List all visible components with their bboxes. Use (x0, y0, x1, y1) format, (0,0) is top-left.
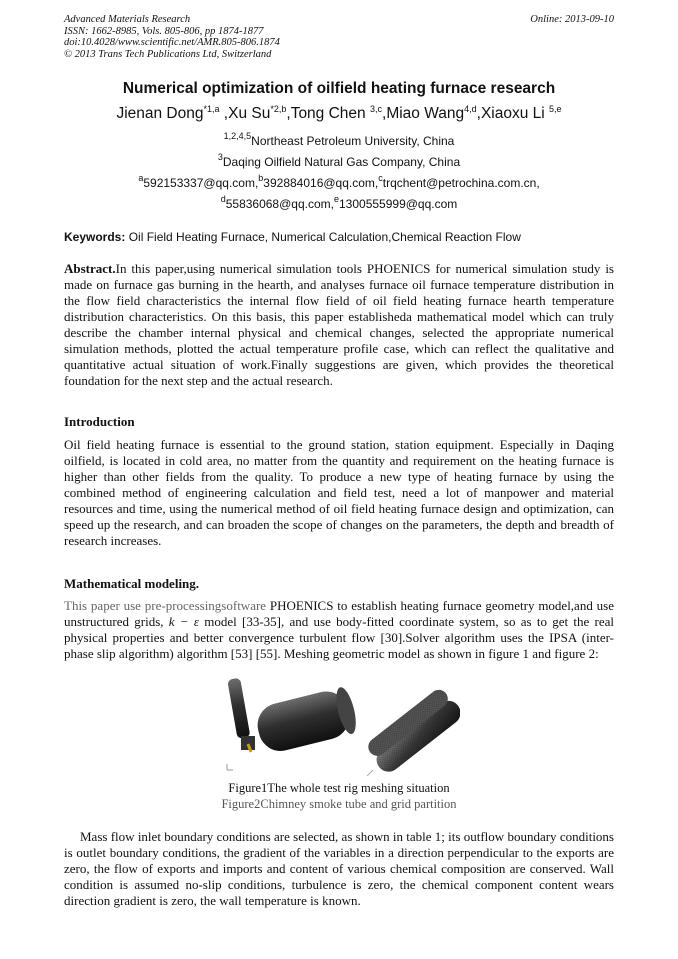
author-sup: *2,b (270, 104, 287, 114)
author-sup: *1,a (203, 104, 220, 114)
email-sup: b (258, 173, 264, 183)
author-sup: 4,d (464, 104, 477, 114)
author-name: Jienan Dong (116, 105, 204, 122)
paper-title: Numerical optimization of oilfield heating furnace research (122, 80, 556, 97)
keywords-text: Oil Field Heating Furnace, Numerical Calculation,Chemical Reaction Flow (128, 230, 521, 244)
modeling-part1: PHOENICS to establish heating furnace geometry model,and use unstructured grids, (64, 598, 614, 629)
modeling-heading: Mathematical modeling. (64, 576, 200, 591)
email-text: 392884016@qq.com, (263, 176, 379, 190)
affiliation-sup: 1,2,4,5 (223, 131, 252, 141)
keywords-label: Keywords: (64, 230, 126, 244)
email-text: trqchent@petrochina.com.cn, (382, 176, 540, 190)
issn-line: ISSN: 1662-8985, Vols. 805-806, pp 1874-1877 (64, 25, 264, 37)
email-sup: c (378, 173, 383, 183)
email-sup: e (333, 194, 339, 204)
email-text: 592153337@qq.com, (143, 176, 259, 190)
meshing-figure-image (215, 672, 460, 780)
affiliation (0, 152, 678, 169)
figure2-model (363, 685, 460, 777)
author-name: Xiaoxu Li (480, 105, 545, 122)
email-text: 1300555999@qq.com (339, 197, 458, 211)
email-line (0, 194, 678, 211)
keywords (64, 230, 521, 244)
abstract-text: In this paper,using numerical simulation tools PHOENICS for numerical simulation study is made on furnace gas burning in the hearth, and analyses furnace oil furnace temperature distribution in the flow field characteristics the internal flow field of oil field heating furnace hearth temperature distribution characteristics. On this basis, this paper establisheda mathematical model which can truly describe the chamber internal physical and chemical changes, selected the appropriate numerical simulation methods, plotted the actual temperature profile case, which can reflect the qualitative and quantitative actual situation of work.Finally suggestions are given, which provides the theoretical foundation for the next step and the actual research. (64, 261, 614, 388)
email-line (0, 173, 678, 190)
email-text: 55836068@qq.com, (225, 197, 334, 211)
modeling-text (64, 598, 614, 662)
figure2-caption: Figure2Chimney smoke tube and grid partition (221, 797, 457, 811)
author-name: Miao Wang (386, 105, 465, 122)
abstract-label: Abstract. (64, 261, 116, 276)
introduction-text: Oil field heating furnace is essential to the ground station, station equipment. Especially in Daqing oilfield, is located in cold area, no matter from the quantity and requirement on the heating furnace is higher than other fields from the quality. To produce a new type of heating furnace by using the combined method of engineering calculation and field test, need a lot of manpower and material resources and time, using the numerical method of oil field heating furnace design and optimization, can speed up the research, and can broaden the scope of changes on the parameters, the depth and breadth of research increases. (64, 437, 614, 548)
email-sup: d (220, 194, 226, 204)
meshing-figure (215, 672, 460, 780)
doi-line: doi:10.4028/www.scientific.net/AMR.805-806.1874 (64, 37, 280, 48)
introduction-heading: Introduction (64, 414, 135, 429)
email-sup: a (138, 173, 144, 183)
affiliation-text: Northeast Petroleum University, China (251, 134, 455, 148)
journal-name: Advanced Materials Research (64, 14, 191, 25)
online-date: Online: 2013-09-10 (530, 14, 614, 25)
modeling-lead: This paper use pre-processingsoftware (64, 598, 267, 613)
author-name: Xu Su (228, 105, 271, 122)
author-sup: 5,e (549, 104, 562, 114)
affiliation (0, 131, 678, 148)
affiliation-sup: 3 (217, 152, 223, 162)
affiliation-text: Daqing Oilfield Natural Gas Company, China (222, 155, 461, 169)
modeling-part2: model [33-35], and use body-fitted coordinate system, so as to get the real physical properties and better convergence turbulent flow [30].Solver algorithm uses the IPSA (inter-phase slip algorithm) algorithm [53] [55]. Meshing geometric model as shown in figure 1 and figure 2: (64, 614, 614, 661)
author-sup: 3,c (369, 104, 382, 114)
journal-header (64, 14, 280, 60)
figure1-model (227, 678, 360, 770)
author-name: Tong Chen (290, 105, 366, 122)
figure1-caption: Figure1The whole test rig meshing situation (228, 781, 450, 795)
boundary-text: Mass flow inlet boundary conditions are selected, as shown in table 1; its outflow boundary conditions is outlet boundary conditions, the gradient of the variables in a direction perpendicular to the exports are zero, the flow of exports and imports and content of various chemical composition are conserved. Wall condition is assumed no-slip conditions, turbulence is zero, the chemical component content wears direction gradient is zero, the wall temperature is known. (64, 829, 614, 908)
abstract (64, 261, 614, 389)
k-epsilon-symbol: k − ε (168, 614, 199, 629)
author-list: Jienan Dong$^{*1,a}$ ,Xu Su$^{*2,b}$,Tong Chen $^{3,c}$,Miao Wang$^{4,d}$,Xiaoxu Li $^{5,e}$ (116, 104, 562, 122)
copyright-line: © 2013 Trans Tech Publications Ltd, Switzerland (64, 48, 272, 60)
